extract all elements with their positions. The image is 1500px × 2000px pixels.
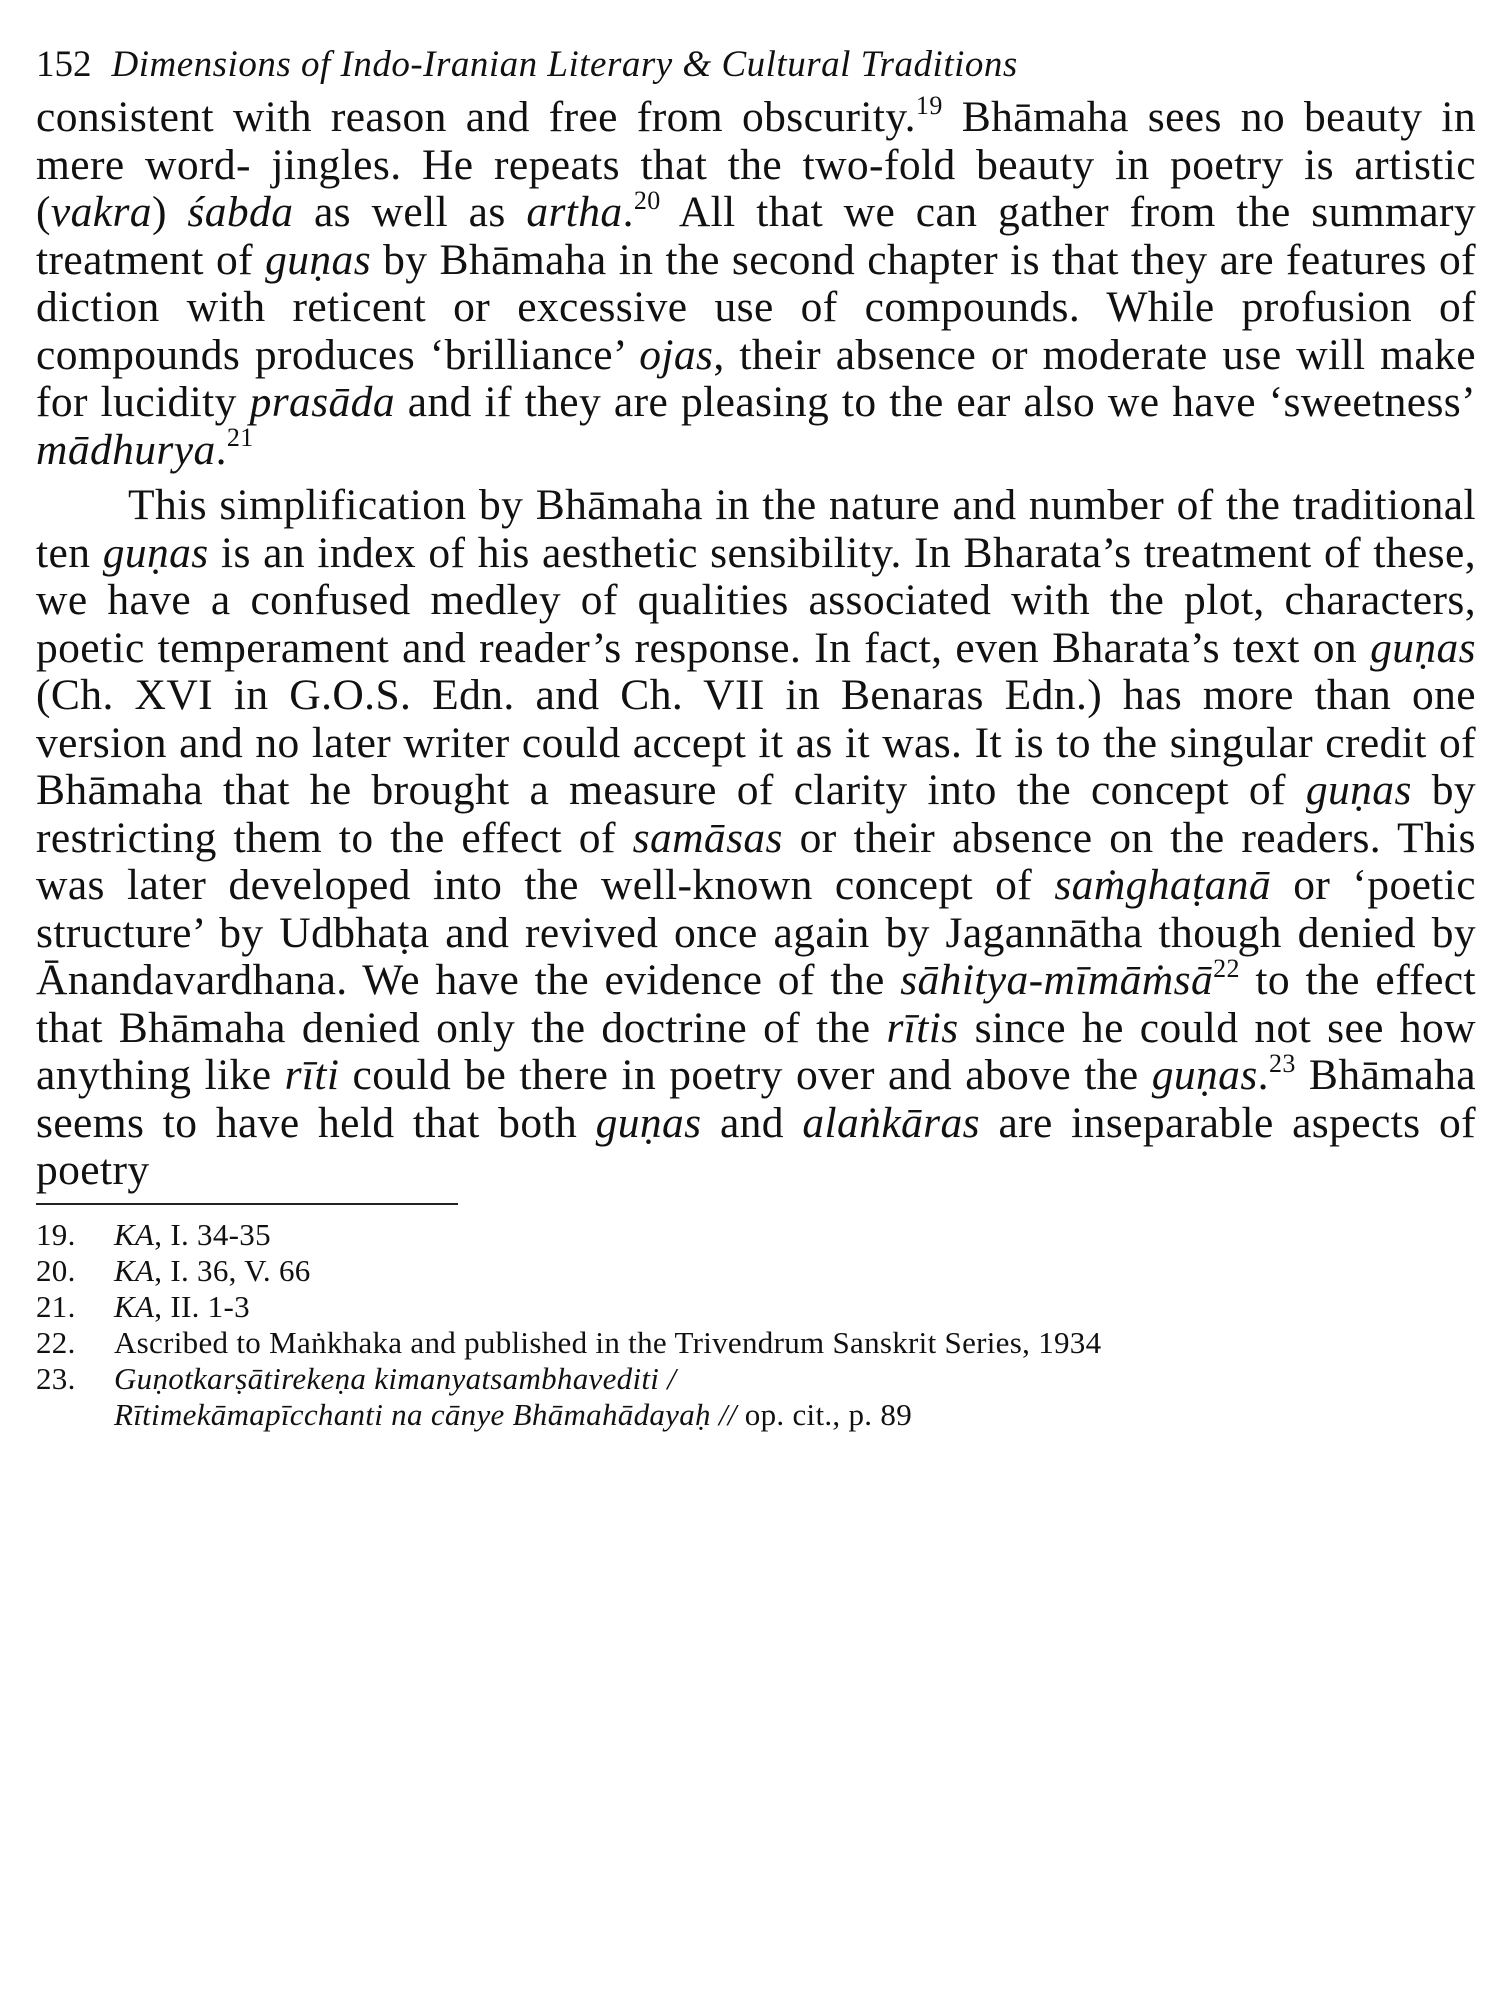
italic-term: sāhitya-mīmāṁsā [900,956,1214,1004]
book-title: Dimensions of Indo-Iranian Literary & Cultural Traditions [111,44,1018,85]
footnote-ref-20: 20 [633,185,661,215]
text-run: All that we can gather from the summary treatment of [36,188,1477,284]
text-run: , their absence or moderate use will make for lucidity [36,330,1476,426]
text-run: , II. 1-3 [154,1288,250,1324]
abbreviation: KA [114,1288,155,1324]
book-page [36,40,1476,1433]
italic-term: guṇas [1305,766,1412,814]
text-run: by Bhāmaha in the second chapter is that they are features of diction with reticent or excessive use of compounds. While profusion of compounds produces ‘brilliance’ [36,235,1477,379]
text-run: to the effect that Bhāmaha denied only the doctrine of the [36,956,1476,1052]
italic-term: saṁghaṭanā [1054,861,1272,909]
text-run: This simplification by Bhāmaha in the nature and number of the traditional ten [36,481,1476,577]
italic-term: rītis [886,1003,959,1052]
footnote-text [114,1361,1476,1433]
text-run: consistent with reason and free from obscurity. [36,93,916,141]
footnote-number: 21. [36,1288,76,1324]
footnote-text [114,1217,1476,1253]
abbreviation: KA [114,1216,155,1252]
text-run: is an index of his aesthetic sensibility. In Bharata’s treatment of these, we have a confused medley of qualities associated with the plot, characters, poetic temperament and reader’s response. In fact, even Bharata’s text on [36,528,1476,672]
text-run: or ‘poetic structure’ by Udbhaṭa and revived once again by Jagannātha though denied by Ānandavardhana. We have the evidence of the [36,861,1476,1004]
body-text [36,90,1477,1195]
text-run: . [1257,1051,1269,1099]
italic-term: rīti [284,1051,340,1099]
text-run: ) [151,188,188,236]
text-run: , I. 36, V. 66 [154,1252,311,1288]
footnote-text [114,1253,1476,1289]
citation: op. cit., p. 89 [736,1396,913,1432]
italic-term: guṇas [102,528,209,577]
footnote-number: 23. [36,1360,76,1396]
footnote-ref-23: 23 [1268,1048,1296,1078]
italic-term: alaṅkāras [802,1098,980,1147]
text-run: , I. 34-35 [154,1216,271,1252]
italic-term: samāsas [632,813,783,862]
footnote-ref-21: 21 [226,423,254,452]
paragraph-1 [36,90,1477,474]
italic-term: śabda [187,188,294,236]
footnote-23 [36,1361,1476,1433]
footnote-number: 19. [36,1216,76,1252]
italic-term: guṇas [1370,623,1476,672]
text-run: and if they are pleasing to the ear also we have ‘sweetness’ [394,378,1477,426]
footnotes [36,1217,1476,1433]
footnote-ref-22: 22 [1213,953,1240,983]
italic-term: ojas [639,330,714,379]
page-number: 152 [36,44,92,85]
text-run: . [215,425,227,474]
italic-term: vakra [50,188,152,236]
text-run: by restricting them to the effect of [36,766,1477,862]
footnote-number: 20. [36,1252,76,1288]
footnote-19 [36,1217,1476,1253]
italic-term: guṇas [595,1098,702,1147]
italic-term: mādhurya [36,425,216,474]
text-run: Bhāmaha sees no beauty in mere word- jingles. He repeats that the two-fold beauty in poetry is artistic ( [36,93,1476,236]
text-run: . [622,188,634,236]
text-run: (Ch. XVI in G.O.S. Edn. and Ch. VII in Benaras Edn.) has more than one version and no later writer could accept it as it was. It is to the singular credit of Bhāmaha that he brought a measure of clarity into the concept of [36,671,1476,814]
text-run: as well as [293,188,527,236]
footnote-number: 22. [36,1324,76,1360]
sanskrit-verse-line: Rītimekāmapīcchanti na cānye Bhāmahādayaḥ // [114,1396,737,1432]
italic-term: guṇas [1151,1051,1258,1099]
italic-term: prasāda [249,378,395,426]
footnote-text: Ascribed to Maṅkhaka and published in the Trivendrum Sanskrit Series, 1934 [114,1324,1102,1360]
footnote-divider [36,1203,458,1205]
text-run: could be there in poetry over and above the [339,1051,1152,1099]
paragraph-2 [36,482,1476,1195]
text-run: and [701,1098,803,1147]
italic-term: guṇas [265,235,372,284]
footnote-20 [36,1253,1476,1289]
footnote-21 [36,1289,1476,1325]
text-run: are inseparable aspects of poetry [36,1098,1476,1194]
abbreviation: KA [114,1252,155,1288]
text-run: Bhāmaha seems to have held that both [36,1051,1476,1147]
text-run: since he could not see how anything like [36,1003,1476,1099]
text-run: or their absence on the readers. This was later developed into the well-known concept of [36,813,1476,909]
running-head [36,40,1476,90]
sanskrit-verse-line: Guṇotkarṣātirekeṇa kimanyatsambhavediti / [114,1360,677,1396]
footnote-ref-19: 19 [915,90,943,120]
footnote-text [114,1289,1476,1325]
footnote-22 [36,1325,1476,1361]
italic-term: artha [526,188,623,236]
